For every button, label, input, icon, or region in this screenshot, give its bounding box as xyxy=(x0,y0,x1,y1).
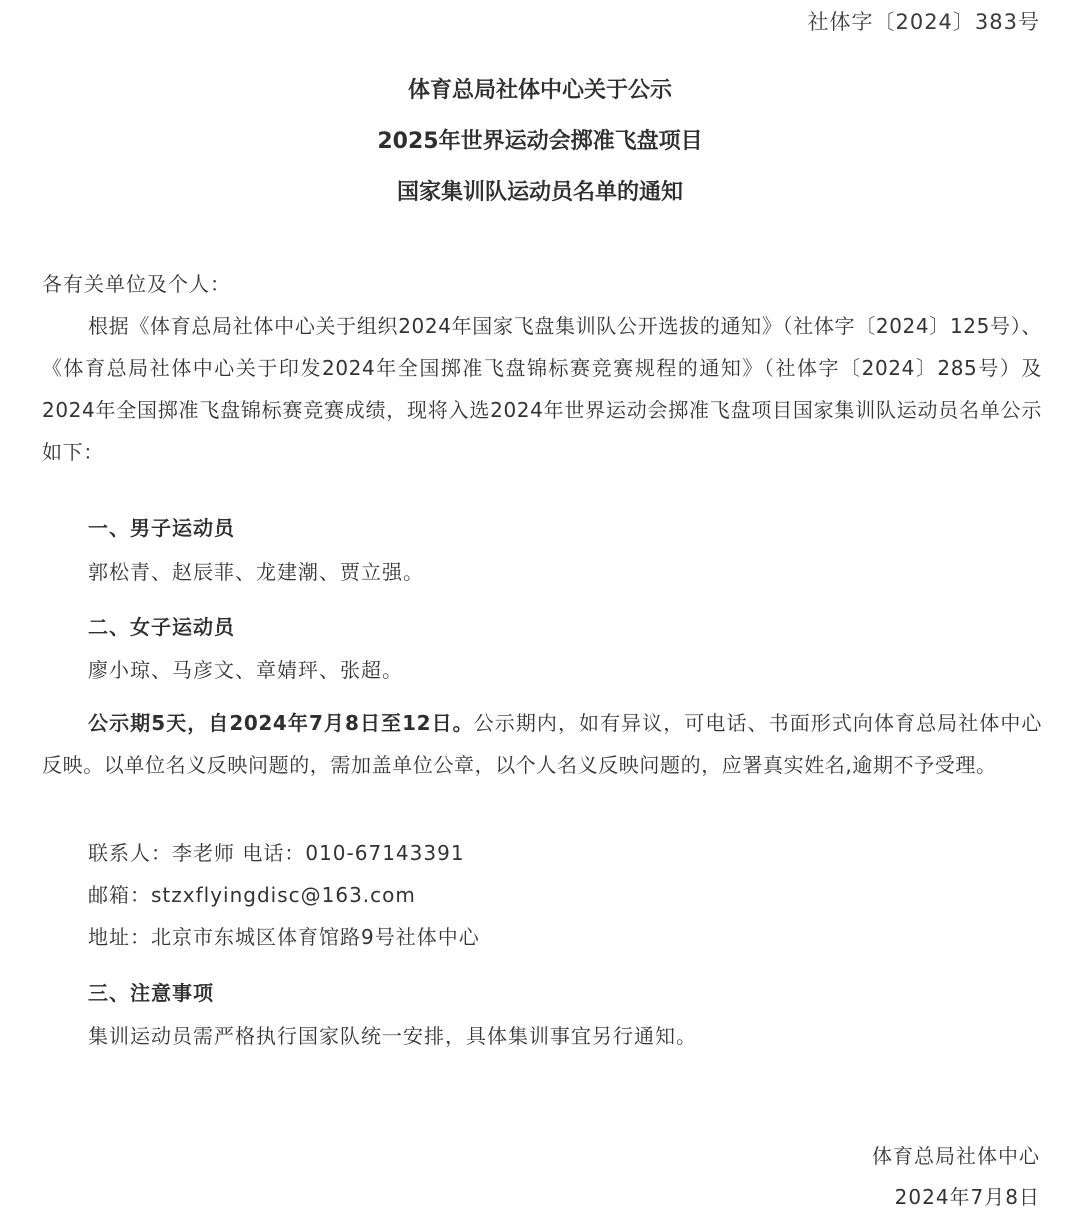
female-athletes-list: 廖小琼、马彦文、章婧玶、张超。 xyxy=(88,658,403,682)
notice-paragraph xyxy=(42,702,1042,786)
salutation: 各有关单位及个人： xyxy=(42,272,231,296)
notice-text: 公示期内，如有异议，可电话、书面形式向体育总局社体中心反映。以单位名义反映问题的，需加盖单位公章，以个人名义反映问题的，应署真实姓名,逾期不予受理。 xyxy=(42,711,1042,777)
signature-date: 2024年7月8日 xyxy=(894,1185,1040,1209)
title-line-2: 2025年世界运动会掷准飞盘项目 xyxy=(377,129,703,154)
male-athletes-list: 郭松青、赵辰菲、龙建潮、贾立强。 xyxy=(88,560,424,584)
section-notes-heading: 三、注意事项 xyxy=(88,981,214,1005)
contact-email: 邮箱：stzxflyingdisc@163.com xyxy=(88,883,416,907)
contact-address: 地址：北京市东城区体育馆路9号社体中心 xyxy=(88,925,480,949)
title-line-3: 国家集训队运动员名单的通知 xyxy=(396,180,683,205)
document-title xyxy=(0,70,1080,223)
section-female-heading: 二、女子运动员 xyxy=(88,615,235,639)
signature-organization: 体育总局社体中心 xyxy=(872,1144,1040,1168)
contact-person: 联系人：李老师 电话：010-67143391 xyxy=(88,841,465,865)
section-male-heading: 一、男子运动员 xyxy=(88,516,235,540)
intro-paragraph: 根据《体育总局社体中心关于组织2024年国家飞盘集训队公开选拔的通知》（社体字〔2024〕125号）、《体育总局社体中心关于印发2024年全国掷准飞盘锦标赛竞赛规程的通知》（社体字〔2024〕285号）及2024年全国掷准飞盘锦标赛竞赛成绩，现将入选2024年世界运动会掷准飞盘项目国家集训队运动员名单公示如下： xyxy=(42,314,1042,464)
notes-text: 集训运动员需严格执行国家队统一安排，具体集训事宜另行通知。 xyxy=(88,1024,697,1048)
title-line-1: 体育总局社体中心关于公示 xyxy=(407,78,672,103)
notice-period: 公示期5天，自2024年7月8日至12日。 xyxy=(88,711,474,735)
document-number: 社体字〔2024〕383号 xyxy=(807,10,1040,34)
